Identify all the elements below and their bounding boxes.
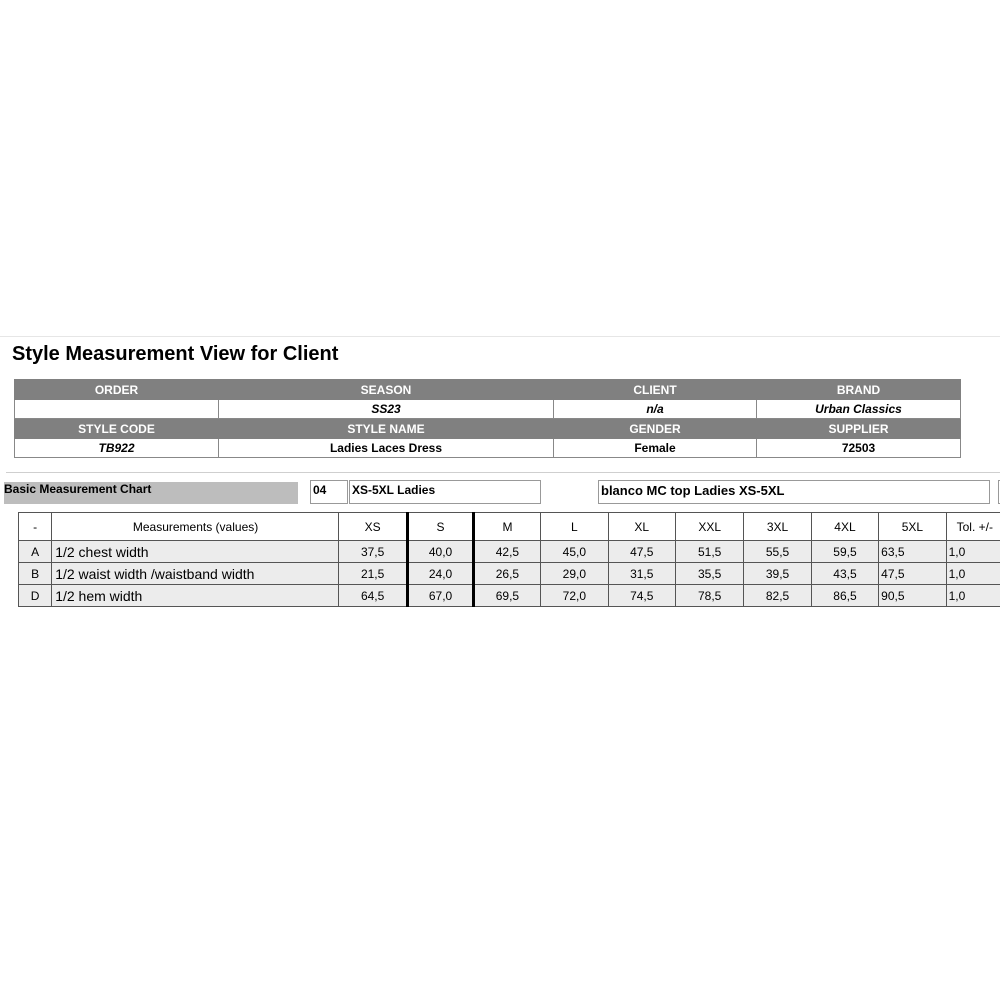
style-code-header: STYLE CODE <box>15 419 219 439</box>
chart-code-field: 04 <box>310 480 348 504</box>
value-m: 26,5 <box>473 563 540 585</box>
value-4xl: 59,5 <box>811 541 878 563</box>
info-value-row-2 <box>15 439 961 458</box>
value-tolerance: 1,0 <box>946 541 1000 563</box>
col-header-measurement: Measurements (values) <box>52 513 339 541</box>
style-code-value: TB922 <box>15 439 219 458</box>
value-xxl: 51,5 <box>675 541 743 563</box>
value-4xl: 43,5 <box>811 563 878 585</box>
brand-value: Urban Classics <box>757 400 961 419</box>
row-id: B <box>19 563 52 585</box>
value-l: 29,0 <box>541 563 608 585</box>
measurement-header-row <box>19 513 1000 541</box>
value-xxl: 35,5 <box>675 563 743 585</box>
col-header-4xl: 4XL <box>811 513 878 541</box>
client-value: n/a <box>554 400 757 419</box>
value-5xl: 90,5 <box>879 585 946 607</box>
value-xs: 64,5 <box>338 585 407 607</box>
info-value-row-1 <box>15 400 961 419</box>
gender-value: Female <box>554 439 757 458</box>
value-l: 45,0 <box>541 541 608 563</box>
style-name-value: Ladies Laces Dress <box>219 439 554 458</box>
value-s: 24,0 <box>408 563 473 585</box>
value-tolerance: 1,0 <box>946 585 1000 607</box>
col-header-s: S <box>408 513 473 541</box>
order-header: ORDER <box>15 380 219 400</box>
col-header-xs: XS <box>338 513 407 541</box>
measurement-name: 1/2 chest width <box>52 541 339 563</box>
value-xxl: 78,5 <box>675 585 743 607</box>
row-id: A <box>19 541 52 563</box>
size-range-field: XS-5XL Ladies <box>349 480 541 504</box>
col-header-xl: XL <box>608 513 675 541</box>
chart-description-field: blanco MC top Ladies XS-5XL <box>598 480 990 504</box>
col-header-3xl: 3XL <box>744 513 811 541</box>
value-l: 72,0 <box>541 585 608 607</box>
value-s: 40,0 <box>408 541 473 563</box>
season-header: SEASON <box>219 380 554 400</box>
client-header: CLIENT <box>554 380 757 400</box>
basic-measurement-chart-label: Basic Measurement Chart <box>4 482 298 504</box>
col-header-id: - <box>19 513 52 541</box>
value-xl: 47,5 <box>608 541 675 563</box>
table-row <box>19 541 1000 563</box>
brand-header: BRAND <box>757 380 961 400</box>
section-divider <box>6 472 1000 473</box>
measurement-table <box>18 512 1000 607</box>
row-id: D <box>19 585 52 607</box>
col-header-tolerance: Tol. +/- <box>946 513 1000 541</box>
value-xs: 37,5 <box>338 541 407 563</box>
info-header-row-1 <box>15 380 961 400</box>
measurement-sheet <box>0 336 1000 637</box>
value-tolerance: 1,0 <box>946 563 1000 585</box>
value-3xl: 55,5 <box>744 541 811 563</box>
info-header-row-2 <box>15 419 961 439</box>
page-title: Style Measurement View for Client <box>12 343 339 365</box>
value-s: 67,0 <box>408 585 473 607</box>
order-value <box>15 400 219 419</box>
value-xl: 74,5 <box>608 585 675 607</box>
value-3xl: 82,5 <box>744 585 811 607</box>
supplier-value: 72503 <box>757 439 961 458</box>
measurement-name: 1/2 waist width /waistband width <box>52 563 339 585</box>
value-5xl: 63,5 <box>879 541 946 563</box>
col-header-5xl: 5XL <box>879 513 946 541</box>
gender-header: GENDER <box>554 419 757 439</box>
value-4xl: 86,5 <box>811 585 878 607</box>
value-m: 69,5 <box>473 585 540 607</box>
measurement-name: 1/2 hem width <box>52 585 339 607</box>
supplier-header: SUPPLIER <box>757 419 961 439</box>
col-header-m: M <box>473 513 540 541</box>
style-info-table <box>14 379 961 458</box>
table-row <box>19 563 1000 585</box>
season-value: SS23 <box>219 400 554 419</box>
col-header-l: L <box>541 513 608 541</box>
col-header-xxl: XXL <box>675 513 743 541</box>
value-xl: 31,5 <box>608 563 675 585</box>
table-row <box>19 585 1000 607</box>
value-m: 42,5 <box>473 541 540 563</box>
value-xs: 21,5 <box>338 563 407 585</box>
value-3xl: 39,5 <box>744 563 811 585</box>
value-5xl: 47,5 <box>879 563 946 585</box>
style-name-header: STYLE NAME <box>219 419 554 439</box>
